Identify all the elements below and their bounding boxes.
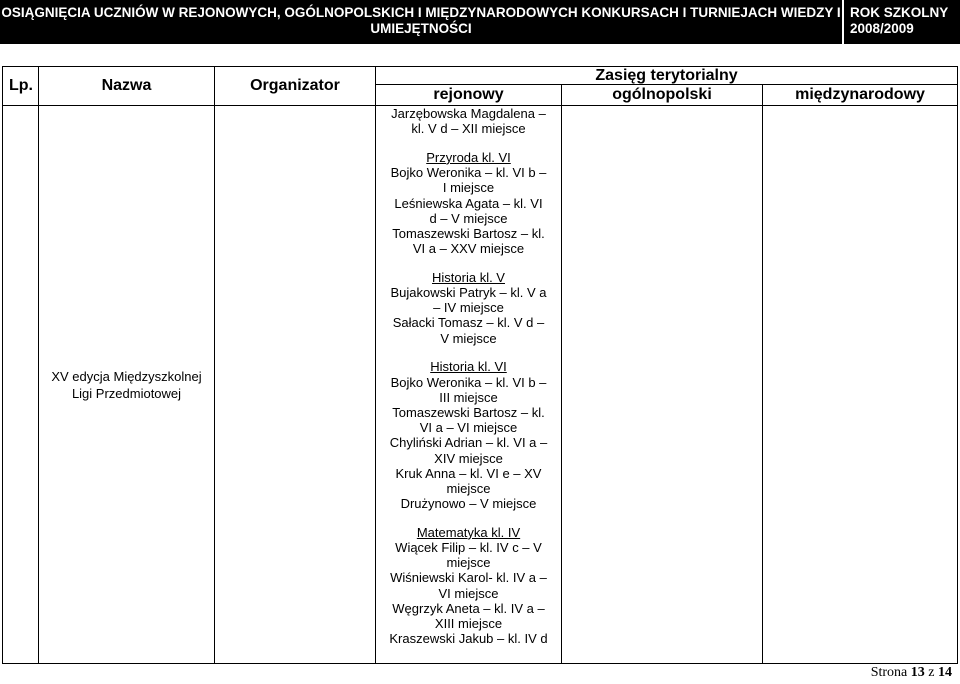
col-header-lp: Lp. [3, 67, 39, 106]
nazwa-line: XV edycja Międzyszkolnej [51, 368, 202, 384]
result-line: Węgrzyk Aneta – kl. IV a – [392, 600, 545, 616]
col-header-organizator: Organizator [215, 67, 376, 106]
result-block [376, 525, 561, 647]
header-title-line2: UMIEJĘTNOŚCI [370, 21, 472, 36]
result-line: Wiącek Filip – kl. IV c – V [395, 540, 542, 556]
result-block [376, 359, 561, 511]
result-block-heading: Matematyka kl. IV [416, 524, 521, 540]
result-line: Tomaszewski Bartosz – kl. [392, 225, 545, 241]
result-block-heading: Historia kl. V [432, 269, 505, 285]
cell-miedzynarodowy [763, 106, 958, 664]
table-row [3, 106, 958, 664]
page-prefix: Strona [870, 665, 908, 680]
cell-nazwa [39, 106, 215, 664]
results-list [376, 106, 561, 647]
achievements-table [2, 66, 958, 664]
result-line: miejsce [446, 555, 491, 571]
result-line: Kruk Anna – kl. VI e – XV [395, 465, 542, 481]
result-line: XIII miejsce [434, 616, 503, 632]
header-year-label: ROK SZKOLNY [850, 5, 949, 20]
header-school-year [842, 0, 960, 44]
result-block-heading: Historia kl. VI [430, 359, 507, 375]
nazwa-line: Ligi Przedmiotowej [71, 385, 182, 401]
cell-organizator [215, 106, 376, 664]
result-block [376, 270, 561, 346]
page-current: 13 [910, 665, 925, 680]
result-line: kl. V d – XII miejsce [411, 121, 526, 137]
cell-lp [3, 106, 39, 664]
cell-rejonowy [376, 106, 562, 664]
result-line: Drużynowo – V miejsce [400, 496, 537, 512]
page-number [871, 665, 952, 681]
result-line: Bujakowski Patryk – kl. V a [390, 285, 547, 301]
col-header-zasieg: Zasięg terytorialny [376, 67, 958, 85]
page-sep: z [928, 665, 935, 680]
result-line: XIV miejsce [434, 450, 503, 466]
result-line: Bojko Weronika – kl. VI b – [390, 165, 547, 181]
result-line: Leśniewska Agata – kl. VI [394, 195, 543, 211]
page-header [0, 0, 960, 44]
col-header-nazwa: Nazwa [39, 67, 215, 106]
result-line: V miejsce [440, 330, 497, 346]
result-line: VI miejsce [438, 585, 499, 601]
result-block [376, 150, 561, 256]
result-line: miejsce [446, 480, 491, 496]
page-total: 14 [938, 665, 952, 680]
result-line: VI a – VI miejsce [419, 420, 518, 436]
result-line: Jarzębowska Magdalena – [391, 106, 546, 121]
result-line: I miejsce [442, 180, 495, 196]
result-line: Tomaszewski Bartosz – kl. [392, 404, 545, 420]
result-line: d – V miejsce [429, 210, 508, 226]
result-line: VI a – XXV miejsce [412, 241, 525, 257]
header-title [0, 0, 842, 44]
result-line: Chyliński Adrian – kl. VI a – [389, 435, 548, 451]
header-year-value: 2008/2009 [850, 21, 914, 36]
result-block-heading: Przyroda kl. VI [426, 149, 511, 165]
header-title-line1: OSIĄGNIĘCIA UCZNIÓW W REJONOWYCH, OGÓLNOPOLSKICH I MIĘDZYNARODOWYCH KONKURSACH I TURNIEJACH WIEDZY I [1, 5, 841, 20]
result-line: Sałacki Tomasz – kl. V d – [392, 315, 545, 331]
result-line: Wiśniewski Karol- kl. IV a – [390, 570, 547, 586]
result-line: Bojko Weronika – kl. VI b – [390, 374, 547, 390]
result-line: III miejsce [439, 389, 498, 405]
col-header-miedzynarodowy: międzynarodowy [763, 85, 958, 106]
result-block [376, 106, 561, 136]
cell-ogolnopolski [562, 106, 763, 664]
result-line: Kraszewski Jakub – kl. IV d [389, 631, 548, 647]
col-header-ogolnopolski: ogólnopolski [562, 85, 763, 106]
result-line: – IV miejsce [433, 300, 504, 316]
col-header-rejonowy: rejonowy [376, 85, 562, 106]
